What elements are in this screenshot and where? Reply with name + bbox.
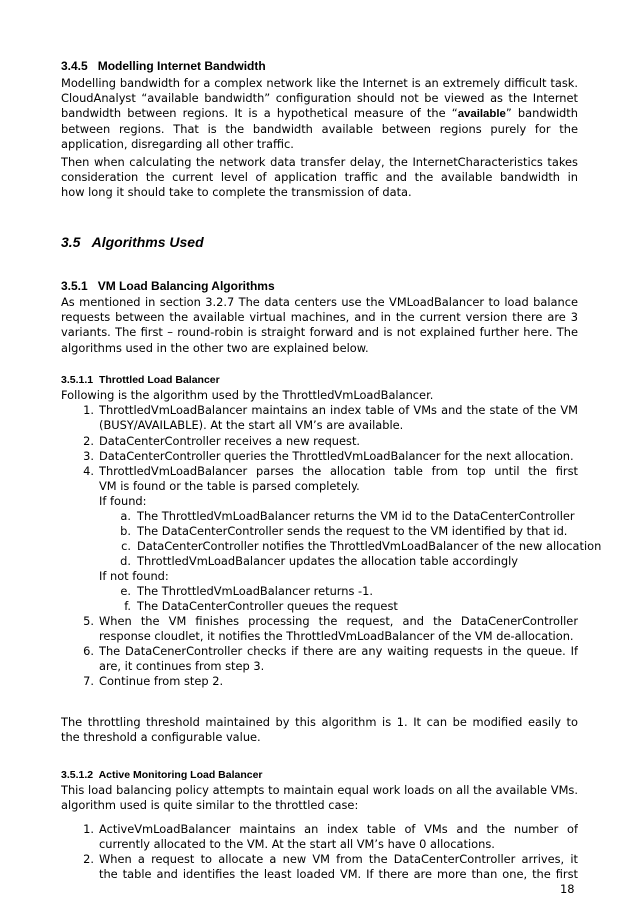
if-found-label: If found:: [99, 494, 147, 508]
text-line: the threshold a configurable value.: [61, 730, 261, 745]
list-item-text: DataCenterController queries the ThrottledVmLoadBalancer for the next allocation.: [99, 449, 574, 463]
list-letter: b.: [120, 524, 131, 538]
list-number: 7.: [83, 674, 94, 688]
text-line: algorithms used in the other two are explained below.: [61, 340, 369, 355]
list-item-text: ThrottledVmLoadBalancer maintains an index table of VMs and the state of the VM: [99, 403, 578, 417]
list-item-text: The DataCenerController checks if there are any waiting requests in the queue. If: [99, 644, 578, 658]
section-title: Throttled Load Balancer: [98, 374, 220, 386]
bold-keyword: available: [457, 108, 506, 121]
list-letter: e.: [120, 584, 131, 598]
list-item-text: (BUSY/AVAILABLE). At the start all VM’s are available.: [99, 418, 404, 432]
text-line: consideration the current level of application traffic and the available bandwidth in: [61, 170, 578, 185]
section-number: 3.5: [61, 234, 81, 250]
section-title: Active Monitoring Load Balancer: [98, 769, 263, 781]
list-item-text: The DataCenterController sends the request to the VM identified by that id.: [137, 524, 568, 538]
list-item-text: ActiveVmLoadBalancer maintains an index table of VMs and the number of: [99, 822, 578, 836]
text-line: Following is the algorithm used by the ThrottledVmLoadBalancer.: [61, 388, 434, 402]
list-number: 6.: [83, 644, 94, 658]
list-letter: a.: [120, 509, 131, 523]
list-number: 2.: [83, 852, 94, 866]
section-title: Algorithms Used: [91, 234, 204, 250]
list-item-text: ThrottledVmLoadBalancer updates the allocation table accordingly: [137, 554, 519, 568]
list-item-text: response cloudlet, it notifies the ThrottledVmLoadBalancer of the VM de-allocation.: [99, 629, 574, 643]
list-number: 5.: [83, 614, 94, 628]
text-line: Then when calculating the network data transfer delay, the InternetCharacteristics takes: [61, 155, 578, 169]
list-item-text: Continue from step 2.: [99, 674, 224, 688]
text-line: Modelling bandwidth for a complex network like the Internet is an extremely difficult task.: [61, 76, 578, 90]
text-line: algorithm used is quite similar to the throttled case:: [61, 798, 359, 813]
list-item-text: DataCenterController receives a new request.: [99, 434, 361, 448]
text-line: This load balancing policy attempts to maintain equal work loads on all the available VMs.: [61, 783, 578, 797]
text-line: The throttling threshold maintained by this algorithm is 1. It can be modified easily to: [61, 715, 578, 729]
list-item-text: When the VM finishes processing the request, and the DataCenerController: [99, 614, 578, 628]
list-item-text: VM is found or the table is parsed completely.: [99, 479, 360, 493]
list-item-text: The ThrottledVmLoadBalancer returns -1.: [137, 584, 374, 598]
section-number: 3.5.1.1: [61, 374, 94, 386]
list-item-text: When a request to allocate a new VM from the DataCenterController arrives, it: [99, 852, 578, 866]
text-line: variants. The first – round-robin is straight forward and is not explained further here. The: [61, 325, 578, 340]
list-item-text: are, it continues from step 3.: [99, 659, 265, 673]
text-line: requests between the available virtual machines, and in the current version there are 3: [61, 310, 578, 325]
list-number: 4.: [83, 464, 94, 478]
list-number: 1.: [83, 822, 94, 836]
list-number: 1.: [83, 403, 94, 417]
list-item-text: ThrottledVmLoadBalancer parses the allocation table from top until the first: [99, 464, 578, 478]
list-item-text: DataCenterController notifies the ThrottledVmLoadBalancer of the new allocation: [137, 539, 602, 553]
text-span: bandwidth between regions. It is a hypothetical measure of the “: [61, 106, 458, 121]
text-span: ” bandwidth: [505, 106, 578, 121]
section-number: 3.5.1.2: [61, 769, 94, 781]
text-line: between regions. That is the bandwidth available between regions purely for the: [61, 121, 578, 136]
section-number: 3.5.1: [61, 279, 88, 293]
list-item-text: The DataCenterController queues the request: [137, 599, 398, 613]
text-line: CloudAnalyst “available bandwidth” configuration should not be viewed as the Internet: [61, 91, 578, 106]
list-letter: f.: [124, 599, 131, 613]
page-number: 18: [560, 882, 575, 896]
list-item-text: the table and identifies the least loaded VM. If there are more than one, the first: [99, 867, 578, 881]
list-number: 2.: [83, 434, 94, 448]
text-line: application, disregarding all other traffic.: [61, 136, 294, 151]
if-not-found-label: If not found:: [99, 569, 169, 583]
list-item-text: currently allocated to the VM. At the start all VM’s have 0 allocations.: [99, 837, 495, 851]
text-line: As mentioned in section 3.2.7 The data centers use the VMLoadBalancer to load balance: [61, 295, 578, 309]
section-number: 3.4.5: [61, 59, 88, 73]
list-letter: c.: [121, 539, 131, 553]
section-title: Modelling Internet Bandwidth: [97, 59, 266, 73]
text-line: how long it should take to complete the transmission of data.: [61, 185, 412, 200]
list-item-text: The ThrottledVmLoadBalancer returns the VM id to the DataCenterController: [137, 509, 575, 523]
list-letter: d.: [120, 554, 131, 568]
section-title: VM Load Balancing Algorithms: [97, 279, 275, 293]
list-number: 3.: [83, 449, 94, 463]
